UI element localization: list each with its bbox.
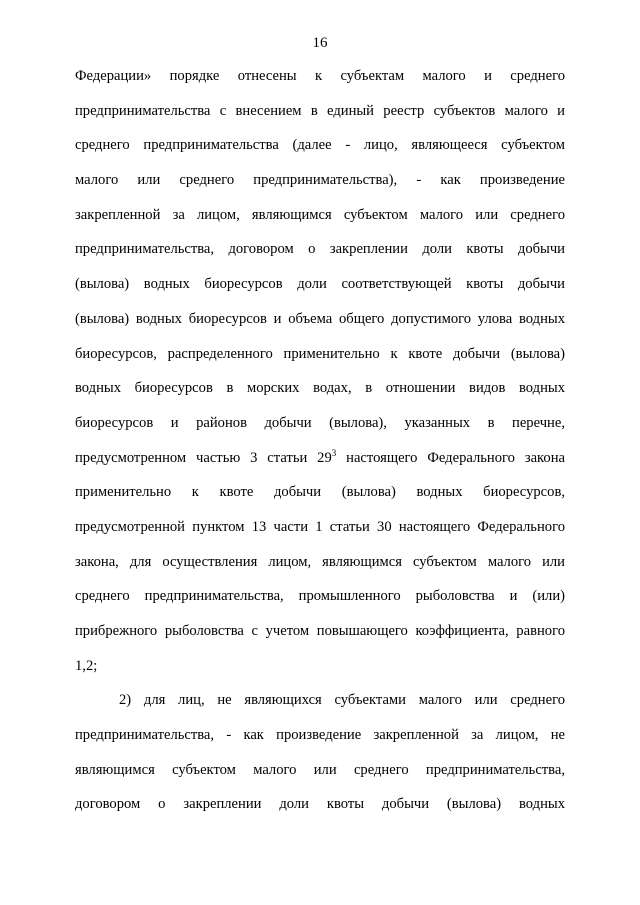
text-line: закона, для осуществления лицом, являющимся субъектом малого или [75, 553, 565, 570]
text-line: предусмотренной пунктом 13 части 1 статьи 30 настоящего Федерального [75, 518, 565, 535]
text-line: прибрежного рыболовства с учетом повышающего коэффициента, равного [75, 623, 565, 639]
document-body [75, 66, 565, 829]
paragraph-1 [75, 66, 565, 690]
text-line: биоресурсов и районов добычи (вылова), указанных в перечне, [75, 414, 565, 431]
text-line: среднего предпринимательства, промышленного рыболовства и (или) [75, 588, 565, 605]
page-number: 16 [312, 35, 328, 51]
text-line: договором о закреплении доли квоты добычи (вылова) водных [75, 796, 565, 813]
text-line: (вылова) водных биоресурсов и объема общего допустимого улова водных [75, 310, 565, 327]
text-line: малого или среднего предпринимательства), - как произведение [75, 172, 565, 189]
paragraph-2 [75, 690, 565, 829]
text-line: предпринимательства с внесением в единый реестр субъектов малого и [75, 102, 565, 119]
text-line: (вылова) водных биоресурсов доли соответствующей квоты добычи [75, 276, 565, 293]
text-line: 1,2; [75, 657, 98, 674]
text-line: применительно к квоте добычи (вылова) водных биоресурсов, [75, 484, 565, 501]
text-line: предпринимательства, - как произведение закрепленной за лицом, не [75, 727, 565, 744]
text-line: Федерации» порядке отнесены к субъектам малого и среднего [75, 68, 565, 84]
text-line: 2) для лиц, не являющихся субъектами малого или среднего [119, 692, 565, 709]
text-line: являющимся субъектом малого или среднего предпринимательства, [75, 761, 565, 778]
text-line: закрепленной за лицом, являющимся субъектом малого или среднего [75, 206, 565, 223]
text-line: среднего предпринимательства (далее - лицо, являющееся субъектом [75, 137, 565, 154]
text-line: водных биоресурсов в морских водах, в отношении видов водных [75, 380, 565, 397]
text-line-with-superscript [75, 448, 565, 483]
text-segment: предусмотренном частью 3 статьи 29 [75, 449, 332, 466]
superscript: 3 [331, 447, 337, 458]
text-line: предпринимательства, договором о закреплении доли квоты добычи [75, 241, 565, 258]
text-segment: настоящего Федерального закона [336, 449, 565, 466]
text-line: биоресурсов, распределенного применительно к квоте добычи (вылова) [75, 345, 565, 362]
